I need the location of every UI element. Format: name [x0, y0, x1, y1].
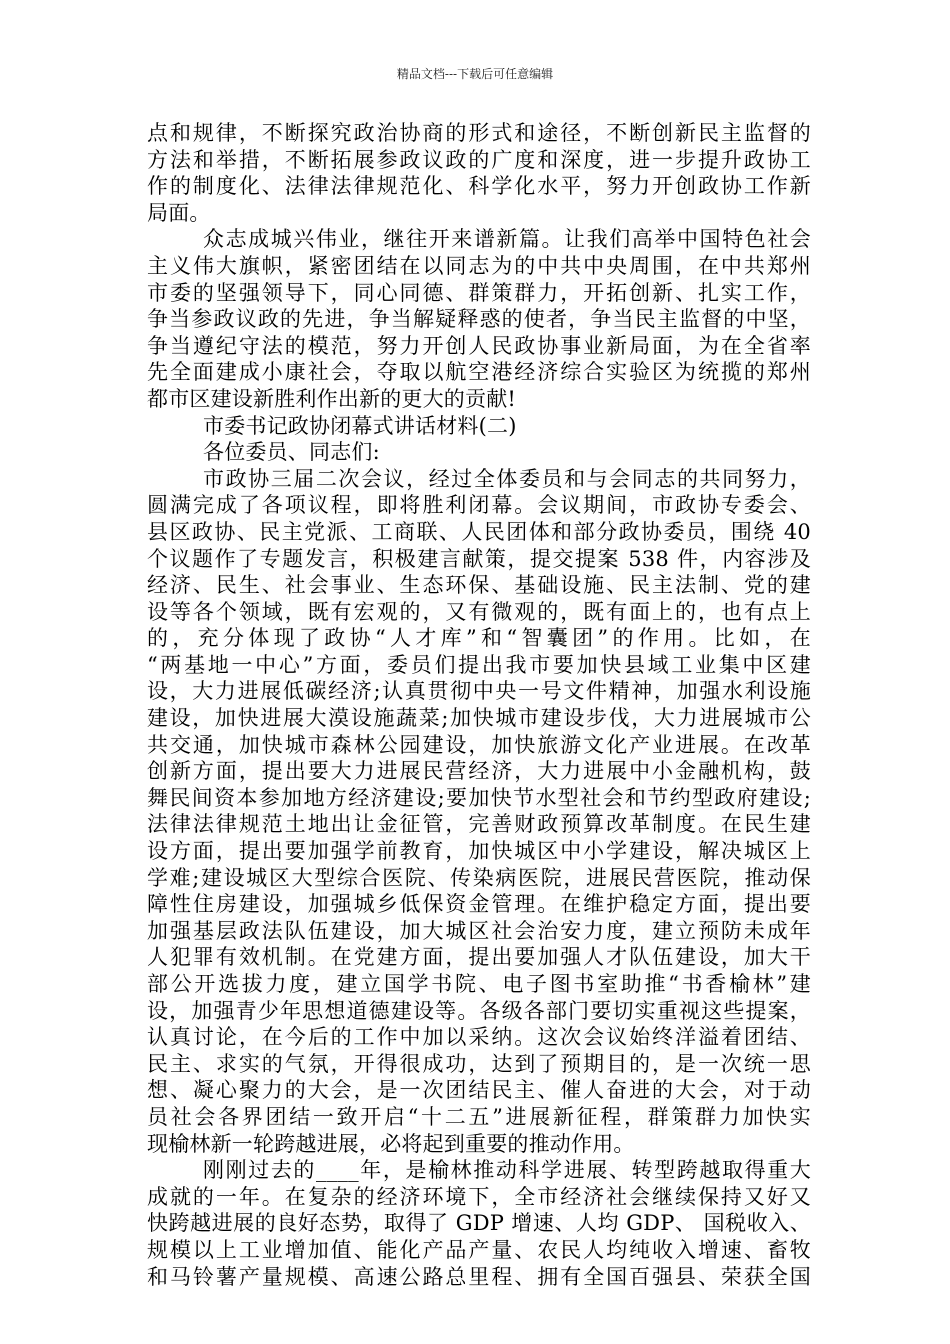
text-line: 县区政协、民主党派、工商联、人民团体和部分政协委员，围绕 40	[147, 519, 811, 544]
text-line: 的，充分体现了政协“人才库”和“智囊团”的作用。比如，在	[147, 626, 811, 651]
text-line: 市政协三届二次会议，经过全体委员和与会同志的共同努力，	[203, 466, 811, 491]
text-line: 障性住房建设，加强城乡低保资金管理。在维护稳定方面，提出要	[147, 892, 811, 917]
text-line: 市委的坚强领导下，同心同德、群策群力，开拓创新、扎实工作，	[147, 280, 811, 305]
text-line: 人犯罪有效机制。在党建方面，提出要加强人才队伍建设，加大干	[147, 945, 811, 970]
text-line: 设，加强青少年思想道德建设等。各级各部门要切实重视这些提案，	[147, 998, 811, 1023]
text-line: 学难;建设城区大型综合医院、传染病医院，进展民营医院，推动保	[147, 865, 811, 890]
text-line: 和马铃薯产量规模、高速公路总里程、拥有全国百强县、荣获全国	[147, 1264, 811, 1289]
text-line: 市委书记政协闭幕式讲话材料(二)	[203, 413, 517, 438]
text-line: 局面。	[147, 200, 211, 225]
text-line: 舞民间资本参加地方经济建设;要加快节水型社会和节约型政府建设;	[147, 785, 811, 810]
text-line: 设，大力进展低碳经济;认真贯彻中央一号文件精神，加强水利设施	[147, 679, 811, 704]
text-line: 经济、民生、社会事业、生态环保、基础设施、民主法制、党的建	[147, 573, 811, 598]
text-line: 认真讨论，在今后的工作中加以采纳。这次会议始终洋溢着团结、	[147, 1025, 811, 1050]
text-line: 刚刚过去的____年，是榆林推动科学进展、转型跨越取得重大	[203, 1158, 811, 1183]
text-line: 共交通，加快城市森林公园建设，加快旅游文化产业进展。在改革	[147, 732, 811, 757]
text-line: 现榆林新一轮跨越进展，必将起到重要的推动作用。	[147, 1131, 635, 1156]
text-line: 主义伟大旗帜，紧密团结在以同志为的中共中央周围，在中共郑州	[147, 253, 811, 278]
text-line: 想、凝心聚力的大会，是一次团结民主、催人奋进的大会，对于动	[147, 1078, 811, 1103]
text-line: “两基地一中心”方面，委员们提出我市要加快县域工业集中区建	[147, 652, 811, 677]
text-line: 民主、求实的气氛，开得很成功，达到了预期目的，是一次统一思	[147, 1051, 811, 1076]
text-line: 设等各个领域，既有宏观的，又有微观的，既有面上的，也有点上	[147, 599, 811, 624]
text-line: 创新方面，提出要大力进展民营经济，大力进展中小金融机构，鼓	[147, 759, 811, 784]
text-line: 争当遵纪守法的模范，努力开创人民政协事业新局面，为在全省率	[147, 333, 811, 358]
text-line: 方法和举措，不断拓展参政议政的广度和深度，进一步提升政协工	[147, 147, 811, 172]
text-line: 争当参政议政的先进，争当解疑释惑的使者，争当民主监督的中坚，	[147, 307, 811, 332]
text-line: 众志成城兴伟业，继往开来谱新篇。让我们高举中国特色社会	[203, 227, 811, 252]
text-line: 先全面建成小康社会，夺取以航空港经济综合实验区为统揽的郑州	[147, 360, 811, 385]
text-line: 点和规律，不断探究政治协商的形式和途径，不断创新民主监督的	[147, 121, 811, 145]
text-line: 加强基层政法队伍建设，加大城区社会治安力度，建立预防未成年	[147, 918, 811, 943]
document-body	[147, 120, 811, 1290]
text-line: 快跨越进展的良好态势，取得了 GDP 增速、人均 GDP、 国税收入、	[147, 1211, 811, 1236]
text-line: 规模以上工业增加值、能化产品产量、农民人均纯收入增速、畜牧	[147, 1237, 811, 1262]
text-line: 员社会各界团结一致开启“十二五”进展新征程，群策群力加快实	[147, 1104, 811, 1129]
text-line: 个议题作了专题发言，积极建言献策，提交提案 538 件，内容涉及	[147, 546, 811, 571]
text-line: 设方面，提出要加强学前教育，加快城区中小学建设，解决城区上	[147, 839, 811, 864]
text-line: 都市区建设新胜利作出新的更大的贡献!	[147, 386, 517, 411]
text-line: 圆满完成了各项议程，即将胜利闭幕。会议期间，市政协专委会、	[147, 493, 811, 518]
text-line: 建设，加快进展大漠设施蔬菜;加快城市建设步伐，大力进展城市公	[147, 706, 811, 731]
text-line: 各位委员、同志们:	[203, 440, 380, 465]
text-line: 法律法律规范土地出让金征管，完善财政预算改革制度。在民生建	[147, 812, 811, 837]
text-line: 作的制度化、法律法律规范化、科学化水平，努力开创政协工作新	[147, 174, 811, 199]
page-header: 精品文档---下载后可任意编辑	[396, 67, 554, 81]
text-line: 部公开选拔力度，建立国学书院、电子图书室助推“书香榆林”建	[147, 972, 811, 996]
text-line: 成就的一年。在复杂的经济环境下，全市经济社会继续保持又好又	[147, 1184, 811, 1209]
